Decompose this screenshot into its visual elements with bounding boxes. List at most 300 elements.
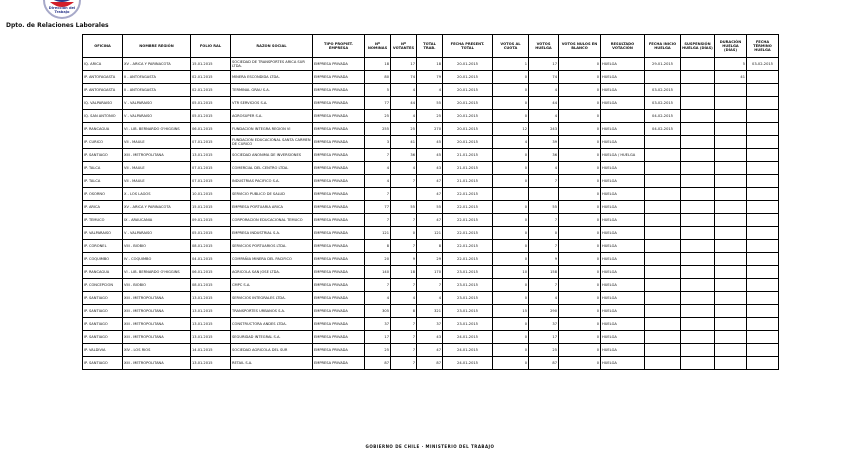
table-row (83, 97, 779, 110)
table-cell (747, 318, 779, 331)
table-cell: 10 (493, 266, 529, 279)
table-cell: 45 (417, 136, 443, 149)
column-header: TOTAL TRAB. (417, 35, 443, 58)
table-cell: 20-01-2015 (443, 136, 493, 149)
column-header: Nº NOMINAS (365, 35, 391, 58)
table-cell: 0 (559, 110, 601, 123)
table-cell: V - VALPARAISO (123, 110, 191, 123)
table-cell (747, 279, 779, 292)
table-cell: 47 (417, 344, 443, 357)
table-cell: EMPRESA PRIVADA (313, 305, 365, 318)
table-cell: 55 (529, 201, 559, 214)
table-cell: SEGURIDAD INTEGRAL S.A. (231, 331, 313, 344)
table-cell: 9 (391, 253, 417, 266)
table-cell: IP. SANTIAGO (83, 331, 123, 344)
table-cell: 4 (365, 175, 391, 188)
table-cell (645, 331, 681, 344)
table-cell: 05.01.2015 (191, 227, 231, 240)
table-cell (715, 266, 747, 279)
table-cell: IX - ARAUCANIA (123, 214, 191, 227)
table-cell: 07.01.2015 (191, 136, 231, 149)
table-cell (645, 175, 681, 188)
table-cell (747, 266, 779, 279)
table-cell: 06.01.2015 (191, 266, 231, 279)
table-cell: IP. SANTIAGO (83, 292, 123, 305)
table-cell: II - ANTOFAGASTA (123, 71, 191, 84)
table-cell: 22-01-2015 (443, 227, 493, 240)
table-cell (681, 136, 715, 149)
table-cell: EMPRESA PRIVADA (313, 318, 365, 331)
table-cell: EMPRESA PRIVADA (313, 84, 365, 97)
table-cell: 4 (529, 110, 559, 123)
table-cell: VIII - BIOBIO (123, 279, 191, 292)
table-cell (681, 279, 715, 292)
table-cell: IP. SANTIAGO (83, 318, 123, 331)
table-cell: HUELGA (601, 357, 645, 370)
table-cell: EMPRESA PRIVADA (313, 240, 365, 253)
table-cell (645, 292, 681, 305)
table-cell: IQ. SAN ANTONIO (83, 110, 123, 123)
table-cell (747, 240, 779, 253)
table-cell: 7 (391, 175, 417, 188)
table-cell: 03-02-2015 (645, 84, 681, 97)
table-cell: HUELGA (601, 227, 645, 240)
table-cell (747, 162, 779, 175)
table-cell: EMPRESA PRIVADA (313, 149, 365, 162)
table-cell: 23-01-2015 (443, 266, 493, 279)
table-row (83, 331, 779, 344)
table-cell: HUELGA (601, 331, 645, 344)
table-cell: 20 (365, 253, 391, 266)
table-cell: 0 (391, 227, 417, 240)
table-row (83, 344, 779, 357)
table-cell: IP. TALCA (83, 175, 123, 188)
table-cell (715, 123, 747, 136)
table-cell: II - ANTOFAGASTA (123, 84, 191, 97)
column-header: VOTOS NULOS EN BLANCO (559, 35, 601, 58)
table-cell (681, 175, 715, 188)
table-cell: 10.01.2015 (191, 188, 231, 201)
table-cell: 158 (529, 266, 559, 279)
table-cell: 02.01.2015 (191, 84, 231, 97)
table-cell (747, 136, 779, 149)
table-cell: 47 (417, 214, 443, 227)
table-cell: 20-01-2015 (443, 71, 493, 84)
table-cell: 41 (391, 136, 417, 149)
table-cell: IP. RANCAGUA (83, 266, 123, 279)
table-cell: EMPRESA PRIVADA (313, 344, 365, 357)
table-cell: 23-01-2015 (443, 292, 493, 305)
svg-text:Dirección del: Dirección del (48, 6, 76, 10)
table-cell: 20-01-2015 (443, 110, 493, 123)
table-cell: HUELGA (601, 162, 645, 175)
table-cell (715, 110, 747, 123)
table-cell (715, 279, 747, 292)
table-cell: 7 (391, 344, 417, 357)
table-cell: TERMINAL GRAU S.A. (231, 84, 313, 97)
table-cell: VII - MAULE (123, 162, 191, 175)
table-cell (681, 110, 715, 123)
table-row (83, 175, 779, 188)
table-cell: 0 (493, 214, 529, 227)
table-cell: IP. TALCA (83, 162, 123, 175)
table-cell: 7 (391, 357, 417, 370)
table-cell (715, 175, 747, 188)
table-row (83, 188, 779, 201)
table-cell (681, 58, 715, 71)
table-cell: 74 (529, 71, 559, 84)
table-cell: 0 (559, 318, 601, 331)
table-cell: EMPRESA PRIVADA (313, 357, 365, 370)
table-cell: 5 (715, 58, 747, 71)
table-cell: 0 (559, 175, 601, 188)
table-cell: 17 (391, 58, 417, 71)
table-cell (715, 201, 747, 214)
table-cell: 47 (417, 175, 443, 188)
table-cell: EMPRESA PRIVADA (313, 175, 365, 188)
table-cell: EMPRESA PRIVADA (313, 253, 365, 266)
table-cell: 22-01-2015 (443, 253, 493, 266)
table-cell: XIII - METROPOLITANA (123, 292, 191, 305)
table-cell (715, 214, 747, 227)
table-cell: HUELGA (601, 97, 645, 110)
table-cell (747, 175, 779, 188)
table-cell: HUELGA (601, 84, 645, 97)
table-cell: 255 (365, 123, 391, 136)
table-cell: 4 (391, 162, 417, 175)
table-cell: 7 (391, 240, 417, 253)
table-cell: 55 (391, 201, 417, 214)
table-cell: EMPRESA PRIVADA (313, 136, 365, 149)
footer-text: GOBIERNO DE CHILE · MINISTERIO DEL TRABAJO (365, 444, 495, 449)
table-cell: 7 (365, 188, 391, 201)
table-cell (681, 240, 715, 253)
table-cell (681, 214, 715, 227)
table-cell (681, 188, 715, 201)
table-cell: 09.01.2015 (191, 214, 231, 227)
table-cell: SOCIEDAD DE TRANSPORTES ARICA SUR LTDA. (231, 58, 313, 71)
table-cell (681, 344, 715, 357)
table-cell: EMPRESA PRIVADA (313, 123, 365, 136)
table-cell: 18 (391, 266, 417, 279)
table-cell: 0 (493, 318, 529, 331)
table-cell: FUNDACION INTEGRA REGION VI (231, 123, 313, 136)
direccion-trabajo-logo (34, 0, 90, 20)
table-cell: HUELGA (601, 58, 645, 71)
table-cell: XIII - METROPOLITANA (123, 357, 191, 370)
table-row (83, 279, 779, 292)
table-cell (645, 240, 681, 253)
column-header: FECHA INICIO HUELGA (645, 35, 681, 58)
table-cell: 7 (529, 175, 559, 188)
table-cell (715, 357, 747, 370)
table-cell (747, 84, 779, 97)
table-cell: 0 (559, 214, 601, 227)
table-cell: 15.01.2015 (191, 58, 231, 71)
table-cell: 07.01.2015 (191, 175, 231, 188)
table-cell: 18 (417, 58, 443, 71)
table-cell: 23-01-2015 (443, 305, 493, 318)
table-row (83, 136, 779, 149)
table-cell: IP. OSORNO (83, 188, 123, 201)
table-cell: IP. SANTIAGO (83, 149, 123, 162)
table-cell (747, 188, 779, 201)
table-cell: XIII - METROPOLITANA (123, 149, 191, 162)
table-cell: EMPRESA INDUSTRIAL S.A. (231, 227, 313, 240)
table-cell: EMPRESA PRIVADA (313, 58, 365, 71)
table-cell: 0 (559, 344, 601, 357)
table-cell (681, 162, 715, 175)
table-cell: 4 (529, 292, 559, 305)
table-cell: SOCIEDAD ANONIMA DE INVERSIONES (231, 149, 313, 162)
table-cell: 7 (365, 149, 391, 162)
table-cell: 4 (391, 292, 417, 305)
table-cell: 4 (529, 84, 559, 97)
labor-relations-table (82, 34, 779, 370)
table-cell: 21-01-2015 (443, 162, 493, 175)
table-cell: XV - ARICA Y PARINACOTA (123, 201, 191, 214)
table-cell (645, 71, 681, 84)
table-cell: 22-01-2015 (443, 201, 493, 214)
table-cell: 20-01-2015 (443, 84, 493, 97)
table-cell: 17 (529, 331, 559, 344)
table-cell (747, 149, 779, 162)
table-cell: 0 (493, 344, 529, 357)
table-row (83, 253, 779, 266)
table-cell: 87 (417, 357, 443, 370)
table-cell: 21-01-2015 (443, 149, 493, 162)
table-cell: 55 (417, 97, 443, 110)
table-cell: 24-01-2015 (443, 344, 493, 357)
table-cell: IP. TEMUCO (83, 214, 123, 227)
table-cell: IP. COQUIMBO (83, 253, 123, 266)
table-cell: EMPRESA PRIVADA (313, 292, 365, 305)
table-cell: HUELGA (601, 344, 645, 357)
column-header: FOLIO RAL (191, 35, 231, 58)
table-cell: 17 (529, 58, 559, 71)
table-cell: EMPRESA PRIVADA (313, 214, 365, 227)
table-cell (645, 344, 681, 357)
table-cell (747, 201, 779, 214)
table-cell: 37 (417, 318, 443, 331)
table-cell: MINERA ESCONDIDA LTDA. (231, 71, 313, 84)
table-cell: 7 (529, 214, 559, 227)
table-cell (681, 266, 715, 279)
table-cell: 0 (493, 279, 529, 292)
table-cell (645, 266, 681, 279)
table-cell (529, 188, 559, 201)
table-cell: 14.01.2015 (191, 344, 231, 357)
table-cell: 05.01.2015 (191, 110, 231, 123)
table-cell: 29-01-2015 (645, 58, 681, 71)
table-cell: HUELGA (601, 123, 645, 136)
table-cell: VI - LIB. BERNARDO O'HIGGINS (123, 123, 191, 136)
column-header: OFICINA (83, 35, 123, 58)
table-cell: 0 (493, 110, 529, 123)
table-cell: 7 (417, 279, 443, 292)
table-cell: RETAIL S.A. (231, 357, 313, 370)
table-cell: 0 (493, 357, 529, 370)
table-cell: 87 (529, 357, 559, 370)
svg-text:Trabajo: Trabajo (54, 10, 70, 14)
table-cell: SOCIEDAD AGRICOLA DEL SUR (231, 344, 313, 357)
table-cell: IP. SANTIAGO (83, 357, 123, 370)
table-cell: SERVICIOS INTEGRALES LTDA. (231, 292, 313, 305)
table-cell: 23-01-2015 (443, 279, 493, 292)
table-cell: IP. ARICA (83, 201, 123, 214)
table-cell: 4 (529, 162, 559, 175)
table-cell: 140 (365, 266, 391, 279)
table-cell: 0 (493, 175, 529, 188)
table-cell: 13.01.2015 (191, 331, 231, 344)
table-cell: 21-01-2015 (443, 175, 493, 188)
table-cell (645, 357, 681, 370)
table-cell: 0 (493, 331, 529, 344)
table-cell: 08.01.2015 (191, 240, 231, 253)
table-cell: EMPRESA PRIVADA (313, 266, 365, 279)
table-cell: 0 (559, 292, 601, 305)
table-cell (681, 305, 715, 318)
table-cell: 02.01.2015 (191, 71, 231, 84)
table-cell: 0 (493, 227, 529, 240)
table-cell (747, 214, 779, 227)
table-cell: V - VALPARAISO (123, 227, 191, 240)
table-cell (747, 227, 779, 240)
table-cell: IP. ANTOFAGASTA (83, 71, 123, 84)
table-cell: 4 (493, 136, 529, 149)
table-cell: 0 (559, 201, 601, 214)
table-cell: 43 (417, 162, 443, 175)
table-cell (645, 318, 681, 331)
table-cell (391, 188, 417, 201)
table-cell: 25 (417, 110, 443, 123)
table-cell (715, 305, 747, 318)
table-cell (715, 292, 747, 305)
table-cell (681, 149, 715, 162)
table-cell: HUELGA (601, 214, 645, 227)
table-cell: 3 (365, 136, 391, 149)
table-cell: 12 (493, 123, 529, 136)
column-header: FECHA PRESENT. TOTAL (443, 35, 493, 58)
table-row (83, 357, 779, 370)
table-cell: HUELGA (601, 71, 645, 84)
table-cell: IP. VALPARAISO (83, 227, 123, 240)
table-cell: 22-01-2015 (443, 214, 493, 227)
table-row (83, 305, 779, 318)
table-cell: EMPRESA PRIVADA (313, 331, 365, 344)
table-cell: 0 (559, 149, 601, 162)
table-cell: COMPAÑIA MINERA DEL PACIFICO (231, 253, 313, 266)
table-cell: IQ. ARICA (83, 58, 123, 71)
table-cell: 7 (529, 240, 559, 253)
table-cell: 25 (365, 110, 391, 123)
table-cell: 0 (493, 149, 529, 162)
table-cell: 0 (559, 188, 601, 201)
table-cell: 170 (417, 266, 443, 279)
table-cell: 0 (559, 84, 601, 97)
table-cell: IV - COQUIMBO (123, 253, 191, 266)
table-cell (747, 357, 779, 370)
table-cell: 13.01.2015 (191, 357, 231, 370)
table-cell (715, 253, 747, 266)
table-cell (747, 110, 779, 123)
table-cell (747, 305, 779, 318)
table-header-row (83, 35, 779, 58)
table-cell: 18 (365, 58, 391, 71)
table-cell: XV - ARICA Y PARINACOTA (123, 58, 191, 71)
table-cell: INDUSTRIAS PACIFICO S.A. (231, 175, 313, 188)
table-cell: HUELGA (601, 136, 645, 149)
table-cell: HUELGA (601, 305, 645, 318)
table-cell: IP. CURICO (83, 136, 123, 149)
table-cell: 06.01.2015 (191, 123, 231, 136)
table-cell: 77 (365, 201, 391, 214)
table-cell: IP. SANTIAGO (83, 305, 123, 318)
table-cell: 0 (559, 266, 601, 279)
table-cell (681, 84, 715, 97)
table-cell: 0 (559, 305, 601, 318)
table-cell (645, 227, 681, 240)
table-cell (715, 149, 747, 162)
table-cell: 4 (365, 162, 391, 175)
table-cell: 0 (559, 162, 601, 175)
table-cell: X - LOS LAGOS (123, 188, 191, 201)
table-cell: SERVICIOS PORTUARIOS LTDA. (231, 240, 313, 253)
table-cell: FUNDACION EDUCACIONAL SANTA CARMEN DE CURICO (231, 136, 313, 149)
table-cell: 08.01.2015 (191, 279, 231, 292)
table-cell (681, 71, 715, 84)
table-cell: VII - MAULE (123, 136, 191, 149)
table-cell: 0 (559, 97, 601, 110)
table-cell: 80 (365, 71, 391, 84)
table-cell: CMPC S.A. (231, 279, 313, 292)
table-cell: XIII - METROPOLITANA (123, 305, 191, 318)
table-cell: 7 (391, 318, 417, 331)
table-cell: 0 (493, 201, 529, 214)
table-cell: 20-01-2015 (443, 123, 493, 136)
table-cell: 13.01.2015 (191, 149, 231, 162)
table-cell: IP. VALDIVIA (83, 344, 123, 357)
table-cell: 22-01-2015 (443, 240, 493, 253)
table-cell (681, 253, 715, 266)
table-cell: 4 (417, 84, 443, 97)
table-cell: 4 (391, 110, 417, 123)
table-cell (715, 227, 747, 240)
table-cell: XIII - METROPOLITANA (123, 331, 191, 344)
table-cell: 0 (559, 136, 601, 149)
table-cell: HUELGA (601, 318, 645, 331)
table-cell (645, 305, 681, 318)
table-cell: 9 (529, 253, 559, 266)
table-cell (681, 292, 715, 305)
table-cell: HUELGA (601, 279, 645, 292)
table-cell: HUELGA (601, 240, 645, 253)
table-cell (747, 344, 779, 357)
table-cell: 47 (417, 188, 443, 201)
table-cell: 0 (493, 71, 529, 84)
table-cell: EMPRESA PRIVADA (313, 162, 365, 175)
table-cell: 07.01.2015 (191, 162, 231, 175)
column-header: DURACIÓN HUELGA (DÍAS) (715, 35, 747, 58)
table-cell: EMPRESA PRIVADA (313, 188, 365, 201)
table-cell: XIII - METROPOLITANA (123, 318, 191, 331)
table-cell: 0 (493, 292, 529, 305)
table-cell: HUELGA (601, 201, 645, 214)
table-cell (715, 240, 747, 253)
table-cell: 13.01.2015 (191, 318, 231, 331)
table-cell: 04-02-2015 (645, 110, 681, 123)
table-row (83, 110, 779, 123)
